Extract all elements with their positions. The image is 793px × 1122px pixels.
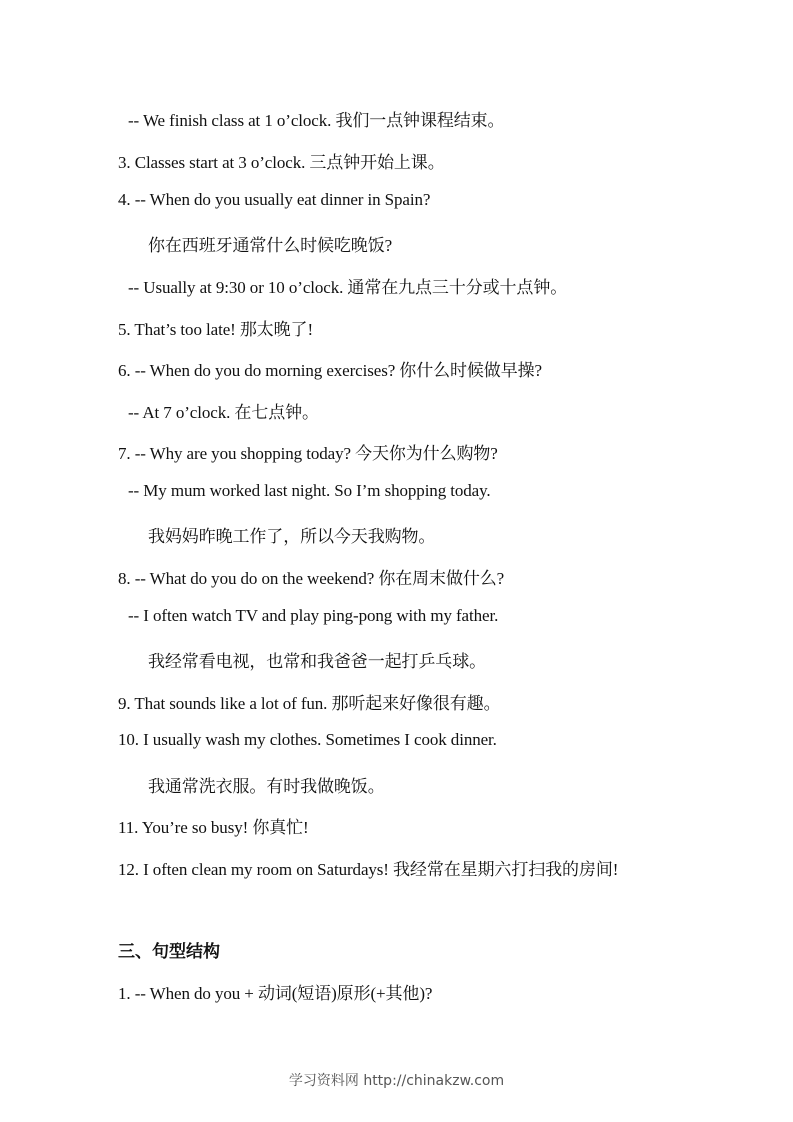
text-line: 我通常洗衣服。有时我做晚饭。 bbox=[148, 777, 385, 796]
text-line: 10. I usually wash my clothes. Sometimes I cook dinner. bbox=[118, 730, 497, 749]
text-line: 4. -- When do you usually eat dinner in Spain? bbox=[118, 190, 431, 209]
section-heading: 三、句型结构 bbox=[118, 942, 220, 962]
text-line: -- We finish class at 1 o’clock. 我们一点钟课程结束。 bbox=[128, 111, 505, 130]
text-line: 我妈妈昨晚工作了，所以今天我购物。 bbox=[148, 527, 436, 546]
text-line: 9. That sounds like a lot of fun. 那听起来好像很有趣。 bbox=[118, 694, 501, 713]
text-line: 6. -- When do you do morning exercises? 你什么时候做早操? bbox=[118, 361, 542, 380]
text-line: 3. Classes start at 3 o’clock. 三点钟开始上课。 bbox=[118, 153, 445, 172]
text-line: 我经常看电视，也常和我爸爸一起打乒乓球。 bbox=[148, 652, 486, 671]
text-line: -- My mum worked last night. So I’m shopping today. bbox=[128, 481, 491, 500]
text-line: -- At 7 o’clock. 在七点钟。 bbox=[128, 403, 319, 422]
text-line: 7. -- Why are you shopping today? 今天你为什么购物? bbox=[118, 444, 498, 463]
pattern-line: 1. -- When do you + 动词(短语)原形(+其他)? bbox=[118, 984, 433, 1003]
text-line: 12. I often clean my room on Saturdays! 我经常在星期六打扫我的房间! bbox=[118, 860, 619, 879]
text-line: -- Usually at 9:30 or 10 o’clock. 通常在九点三十分或十点钟。 bbox=[128, 278, 568, 297]
text-line: -- I often watch TV and play ping-pong with my father. bbox=[128, 606, 499, 625]
text-line: 你在西班牙通常什么时候吃晚饭? bbox=[148, 236, 393, 255]
footer-watermark: 学习资料网 http://chinakzw.com bbox=[288, 1073, 505, 1089]
text-line: 11. You’re so busy! 你真忙! bbox=[118, 818, 309, 837]
text-line: 8. -- What do you do on the weekend? 你在周末做什么? bbox=[118, 569, 505, 588]
text-line: 5. That’s too late! 那太晚了! bbox=[118, 320, 314, 339]
